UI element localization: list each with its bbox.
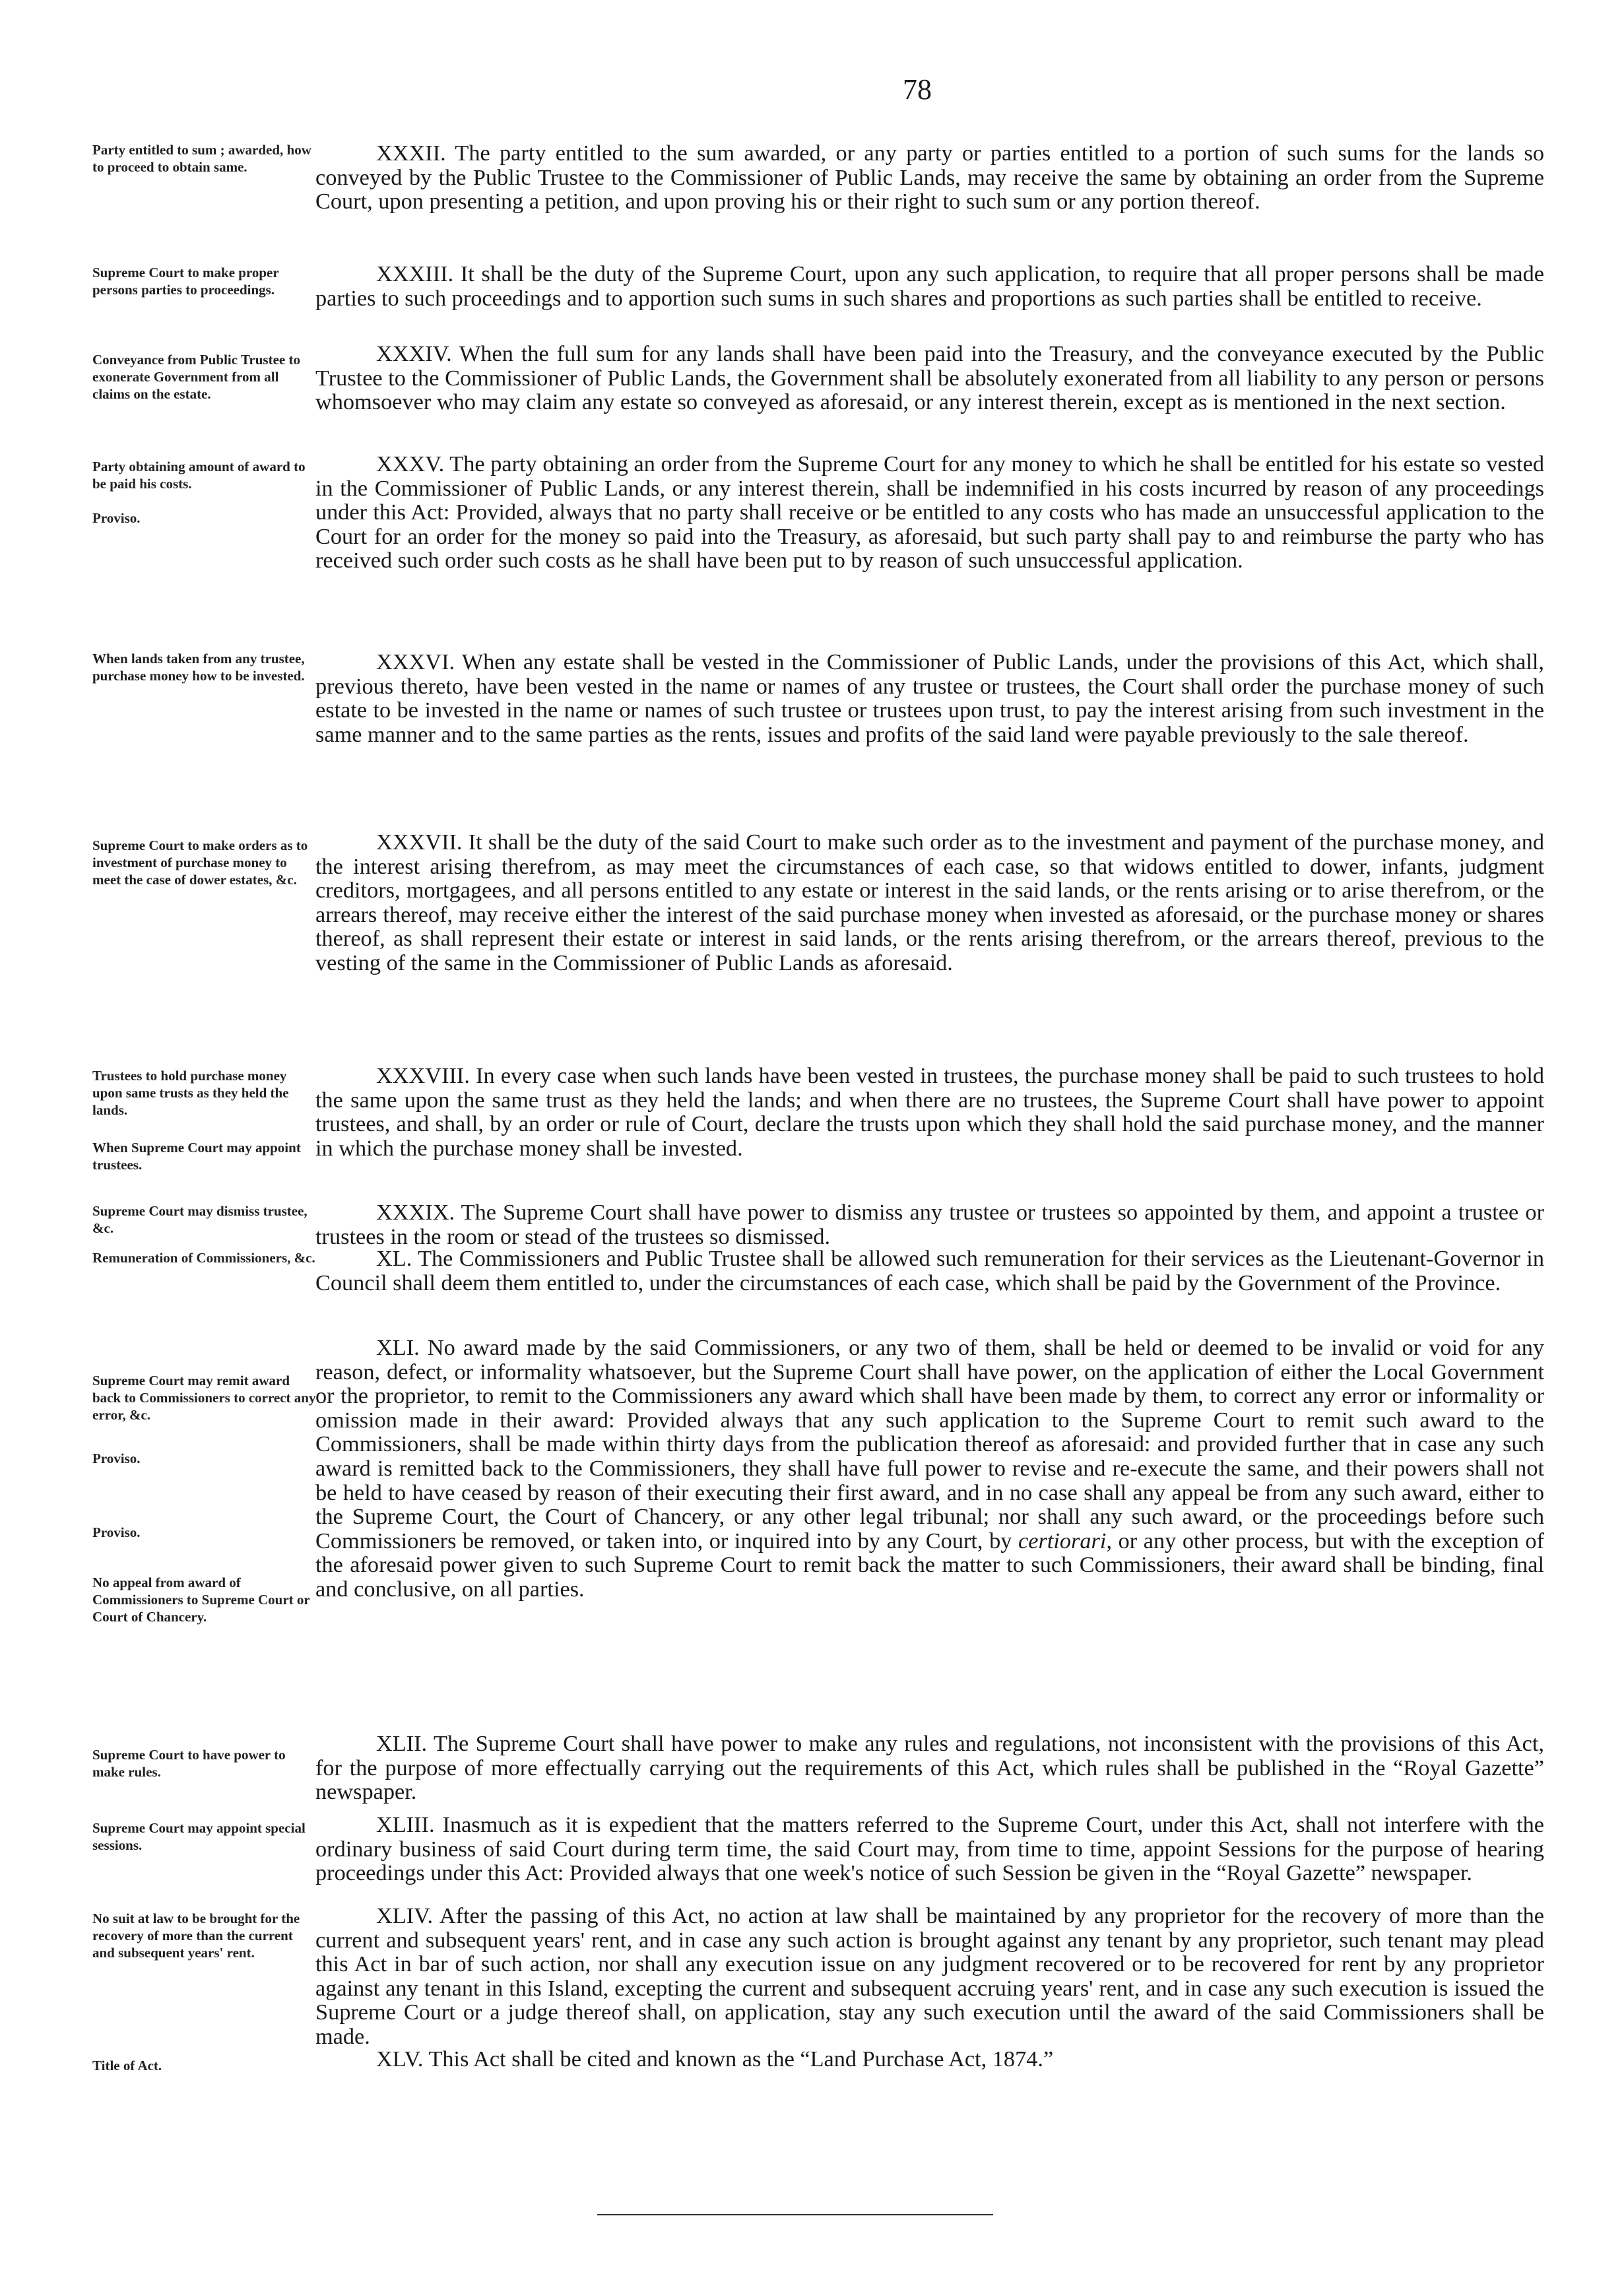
margin-note-proviso-3: Proviso. — [92, 1524, 141, 1540]
section-xxxii: XXXII. The party entitled to the sum awarded, or any party or parties entitled to a portion of such sums for the lands so conveyed by the Public Trustee to the Commissioner of Public Lands, may receive the same by obtaining an order from the Supreme Court, upon presenting a petition, and upon proving his or their right to such sum or any portion thereof. — [315, 141, 1544, 214]
margin-note-costs: Party obtaining amount of award to be paid his costs. — [92, 459, 306, 492]
margin-note-title: Title of Act. — [92, 2058, 162, 2073]
section-xlii: XLII. The Supreme Court shall have power to make any rules and regulations, not inconsistent with the provisions of this Act, for the purpose of more effectually carrying out the requirements of this Act, which rules shall be published in the “Royal Gazette” newspaper. — [315, 1731, 1544, 1805]
margin-note-no-suit: No suit at law to be brought for the recovery of more than the current and subsequent years' rent. — [92, 1910, 300, 1961]
margin-note-special-sessions: Supreme Court may appoint special sessions. — [92, 1820, 306, 1853]
section-xl: XL. The Commissioners and Public Trustee shall be allowed such remuneration for their services as the Lieutenant-Governor in Council shall deem them entitled to, under the circumstances of each case, which shall be paid by the Government of the Province. — [315, 1246, 1544, 1295]
section-xli: XLI. No award made by the said Commissioners, or any two of them, shall be held or deemed to be invalid or void for any reason, defect, or informality whatsoever, but the Supreme Court shall have power, on the application of either the Local Government or the proprietor, to remit to the Commissioners any award which shall have been made by them, to correct any error or informality or omission made in their award: Provided always that any such application to the Supreme Court to remit such award to the Commissioners, shall be made within thirty days from the publication thereof as aforesaid: and provided further that in case any such award is remitted back to the Commissioners, they shall have full power to revise and re-execute the same, and their powers shall not be held to have ceased by reason of their executing their first award, and in no case shall any appeal be from any such award, either to the Supreme Court, the Court of Chancery, or any other legal tribunal; nor shall any such award, or the proceedings before such Commissioners be removed, or taken into, or inquired into by any Court, by certiorari, or any other process, but with the exception of the aforesaid power given to such Supreme Court to remit back the matter to such Commissioners, their award shall be binding, final and conclusive, on all parties. — [315, 1335, 1545, 1602]
section-xliii: XLIII. Inasmuch as it is expedient that the matters referred to the Supreme Court, under this Act, shall not interfere with the ordinary business of said Court during term time, the said Court may, from time to time, appoint Sessions for the purpose of hearing proceedings under this Act: Provided always that one week's notice of such Session be given in the “Royal Gazette” newspaper. — [315, 1812, 1544, 1886]
margin-note-trustees-hold: Trustees to hold purchase money upon same trusts as they held the lands. — [92, 1068, 289, 1118]
section-xxxiv: XXXIV. When the full sum for any lands shall have been paid into the Treasury, and the conveyance executed by the Public Trustee to the Commissioner of Public Lands, the Government shall be absolutely exonerated from all liability to any person or persons whomsoever who may claim any estate so conveyed as aforesaid, or any interest therein, except as is mentioned in the next section. — [315, 341, 1544, 415]
margin-note-trustee-investment: When lands taken from any trustee, purchase money how to be invested. — [92, 651, 305, 684]
margin-note-proper-persons: Supreme Court to make proper persons parties to proceedings. — [92, 265, 279, 298]
section-xliv: XLIV. After the passing of this Act, no action at law shall be maintained by any proprietor for the recovery of more than the current and subsequent years' rent, and in case any such action is brought against any tenant by any proprietor, such tenant may plead this Act in bar of such action, nor shall any execution issue on any judgment recovered or to be recovered for rent by any proprietor against any tenant in this Island, excepting the current and subsequent accruing years' rent, and in case any such execution is issued the Supreme Court or a judge thereof shall, on application, stay any such execution until the award of the said Commissioners shall be made. — [315, 1903, 1544, 2049]
margin-note-proviso-2: Proviso. — [92, 1451, 141, 1466]
italic-certiorari: certiorari, — [1018, 1528, 1112, 1553]
margin-note-dismiss-trustee: Supreme Court may dismiss trustee, &c. — [92, 1203, 308, 1236]
margin-note-dower-estates: Supreme Court to make orders as to investment of purchase money to meet the case of dower estates, &c. — [92, 837, 308, 888]
margin-note-remit-award: Supreme Court may remit award back to Commissioners to correct any error, &c. — [92, 1373, 316, 1423]
margin-note-conveyance: Conveyance from Public Trustee to exonerate Government from all claims on the estate. — [92, 352, 300, 402]
section-xxxiii: XXXIII. It shall be the duty of the Supreme Court, upon any such application, to require that all proper persons shall be made parties to such proceedings and to apportion such sums in such shares and proportions as such parties shall be entitled to receive. — [315, 261, 1544, 311]
closing-rule — [597, 2214, 993, 2215]
margin-note-rules: Supreme Court to have power to make rules. — [92, 1747, 286, 1780]
section-xxxviii: XXXVIII. In every case when such lands have been vested in trustees, the purchase money shall be paid to such trustees to hold the same upon the same trust as they held the lands; and when there are no trustees, the Supreme Court shall have power to appoint trustees, and shall, by an order or rule of Court, declare the trusts upon which they shall hold the said purchase money, and the manner in which the purchase money shall be invested. — [315, 1063, 1544, 1161]
margin-note-proviso-1: Proviso. — [92, 510, 141, 526]
section-xxxvi: XXXVI. When any estate shall be vested in the Commissioner of Public Lands, under the provisions of this Act, which shall, previous thereto, have been vested in the name or names of any trustee or trustees, the Court shall order the purchase money of such estate to be invested in the name or names of such trustee or trustees upon trust, to pay the interest arising from such investment in the same manner and to the same parties as the rents, issues and profits of the said land were payable previously to the sale thereof. — [315, 649, 1544, 747]
section-xxxvii: XXXVII. It shall be the duty of the said Court to make such order as to the investment and payment of the purchase money, and the interest arising therefrom, as may meet the circumstances of each case, so that widows entitled to dower, infants, judgment creditors, mortgagees, and all persons entitled to any estate or interest in the said lands, or the rents arising or to arise therefrom, or the arrears thereof, may receive either the interest of the said purchase money when invested as aforesaid, or the purchase money or shares thereof, as shall represent their estate or interest in said lands, or the rents arising therefrom, or the arrears thereof, previous to the vesting of the same in the Commissioner of Public Lands as aforesaid. — [315, 830, 1544, 975]
margin-note-sum-awarded: Party entitled to sum ; awarded, how to proceed to obtain same. — [92, 142, 311, 175]
section-xlv: XLV. This Act shall be cited and known as the “Land Purchase Act, 1874.” — [376, 2046, 1054, 2072]
margin-note-no-appeal: No appeal from award of Commissioners to Supreme Court or Court of Chancery. — [92, 1575, 310, 1625]
page-number: 78 — [903, 73, 932, 106]
section-xxxix: XXXIX. The Supreme Court shall have power to dismiss any trustee or trustees so appointed by them, and appoint a trustee or trustees in the room or stead of the trustees so dismissed. — [315, 1200, 1544, 1249]
margin-note-remuneration: Remuneration of Commissioners, &c. — [92, 1250, 315, 1266]
margin-note-appoint-trustees: When Supreme Court may appoint trustees. — [92, 1140, 301, 1173]
section-xxxv: XXXV. The party obtaining an order from the Supreme Court for any money to which he shall be entitled for his estate so vested in the Commissioner of Public Lands, or any interest therein, shall be indemnified in his costs incurred by reason of any proceedings under this Act: Provided, always that no party shall receive or be entitled to any costs who has made an unsuccessful application to the Court for an order for the money so paid into the Treasury, as aforesaid, but such party shall pay to and reimburse the party who has received such order such costs as he shall have been put to by reason of such unsuccessful application. — [315, 451, 1544, 573]
